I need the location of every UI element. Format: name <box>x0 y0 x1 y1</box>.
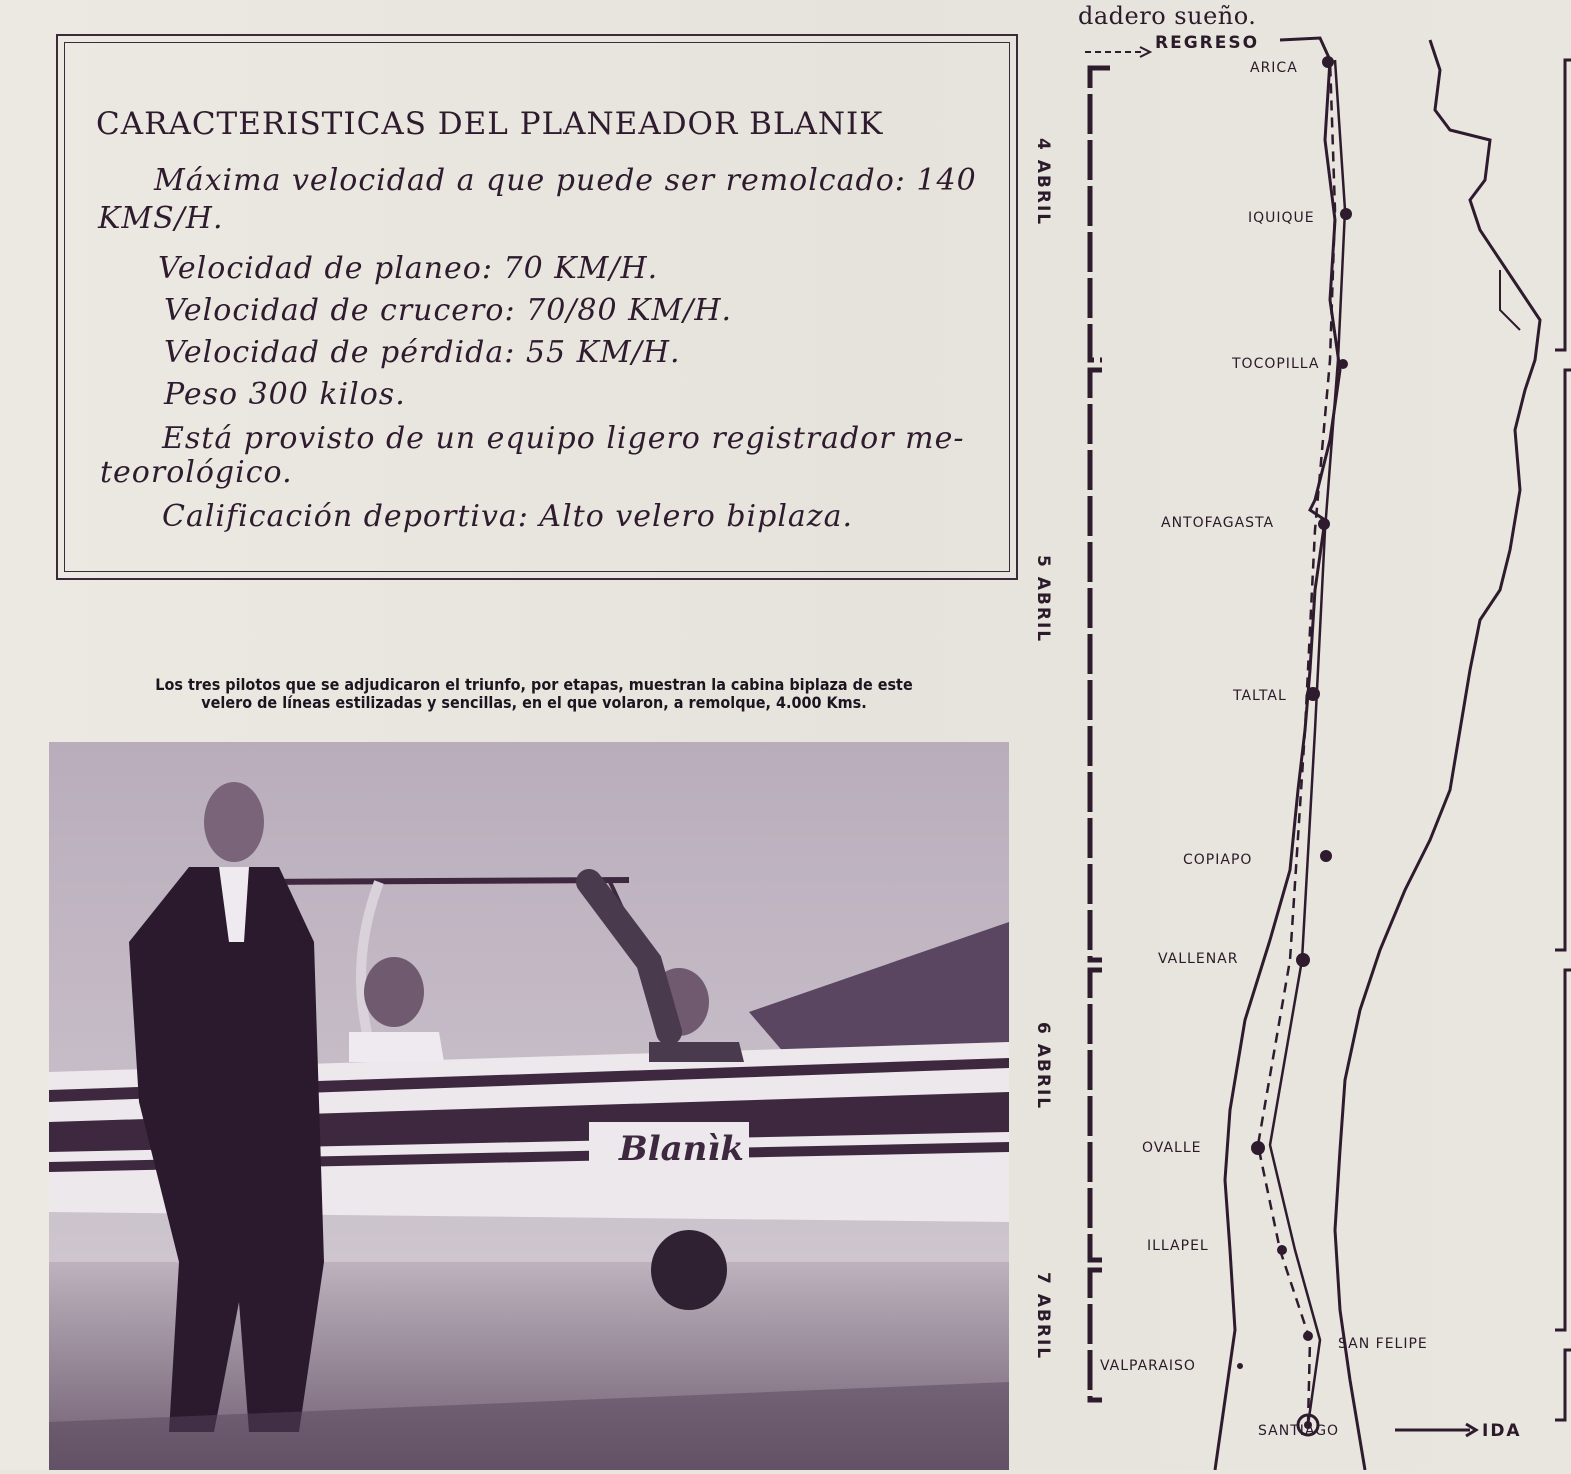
caption-line-1: Los tres pilotos que se adjudicaron el triunfo, por etapas, muestran la cabina biplaza de este <box>155 675 913 694</box>
city-copiapo: COPIAPO <box>1183 852 1253 868</box>
spec-equipment-cont: teorológico. <box>100 455 293 490</box>
city-iquique: IQUIQUE <box>1248 210 1315 226</box>
city-vallenar: VALLENAR <box>1158 951 1239 967</box>
city-ovalle: OVALLE <box>1142 1140 1202 1156</box>
outbound-route <box>1270 60 1345 1425</box>
date-label-4-abril: 4 ABRIL <box>1033 138 1053 227</box>
city-taltal: TALTAL <box>1233 688 1287 704</box>
route-map-svg <box>1030 30 1571 1470</box>
city-arica: ARICA <box>1250 60 1298 76</box>
coast-line <box>1215 38 1340 1470</box>
spec-equipment: Está provisto de un equipo ligero registrador me- <box>162 421 965 456</box>
city-antofagasta: ANTOFAGASTA <box>1161 515 1275 531</box>
top-text-fragment: dadero sueño. <box>1078 2 1257 30</box>
spec-max-tow-speed: Máxima velocidad a que puede ser remolcado: 140 <box>154 163 977 198</box>
photo-caption <box>50 676 1018 712</box>
route-map <box>1030 30 1571 1470</box>
return-route <box>1258 60 1335 1425</box>
ida-legend: IDA <box>1482 1421 1522 1441</box>
spec-cruise-speed: Velocidad de crucero: 70/80 KM/H. <box>164 293 733 328</box>
city-valparaiso: VALPARAISO <box>1100 1358 1196 1374</box>
specifications-title: CARACTERISTICAS DEL PLANEADOR BLANIK <box>96 106 884 142</box>
city-santiago: SANTIAGO <box>1258 1423 1340 1439</box>
spec-glide-speed: Velocidad de planeo: 70 KM/H. <box>158 251 659 286</box>
city-illapel: ILLAPEL <box>1147 1238 1209 1254</box>
regreso-legend: REGRESO <box>1155 33 1260 53</box>
date-label-6-abril: 6 ABRIL <box>1033 1022 1053 1111</box>
spec-stall-speed: Velocidad de pérdida: 55 KM/H. <box>164 335 681 370</box>
specifications-box <box>56 34 1018 580</box>
caption-line-2: velero de líneas estilizadas y sencillas, en el que volaron, a remolque, 4.000 Kms. <box>201 693 867 712</box>
city-tocopilla: TOCOPILLA <box>1232 356 1320 372</box>
spec-classification: Calificación deportiva: Alto velero biplaza. <box>162 499 854 534</box>
spec-weight: Peso 300 kilos. <box>164 377 406 412</box>
eastern-border <box>1335 40 1540 1470</box>
date-label-5-abril: 5 ABRIL <box>1033 555 1053 644</box>
spec-max-tow-speed-unit: KMS/H. <box>98 201 224 236</box>
glider-name-text: Blanìk <box>619 1129 744 1169</box>
glider-photo-illustration <box>49 742 1009 1470</box>
date-label-7-abril: 7 ABRIL <box>1033 1272 1053 1361</box>
glider-photo <box>49 742 1009 1470</box>
city-san-felipe: SAN FELIPE <box>1338 1336 1428 1352</box>
